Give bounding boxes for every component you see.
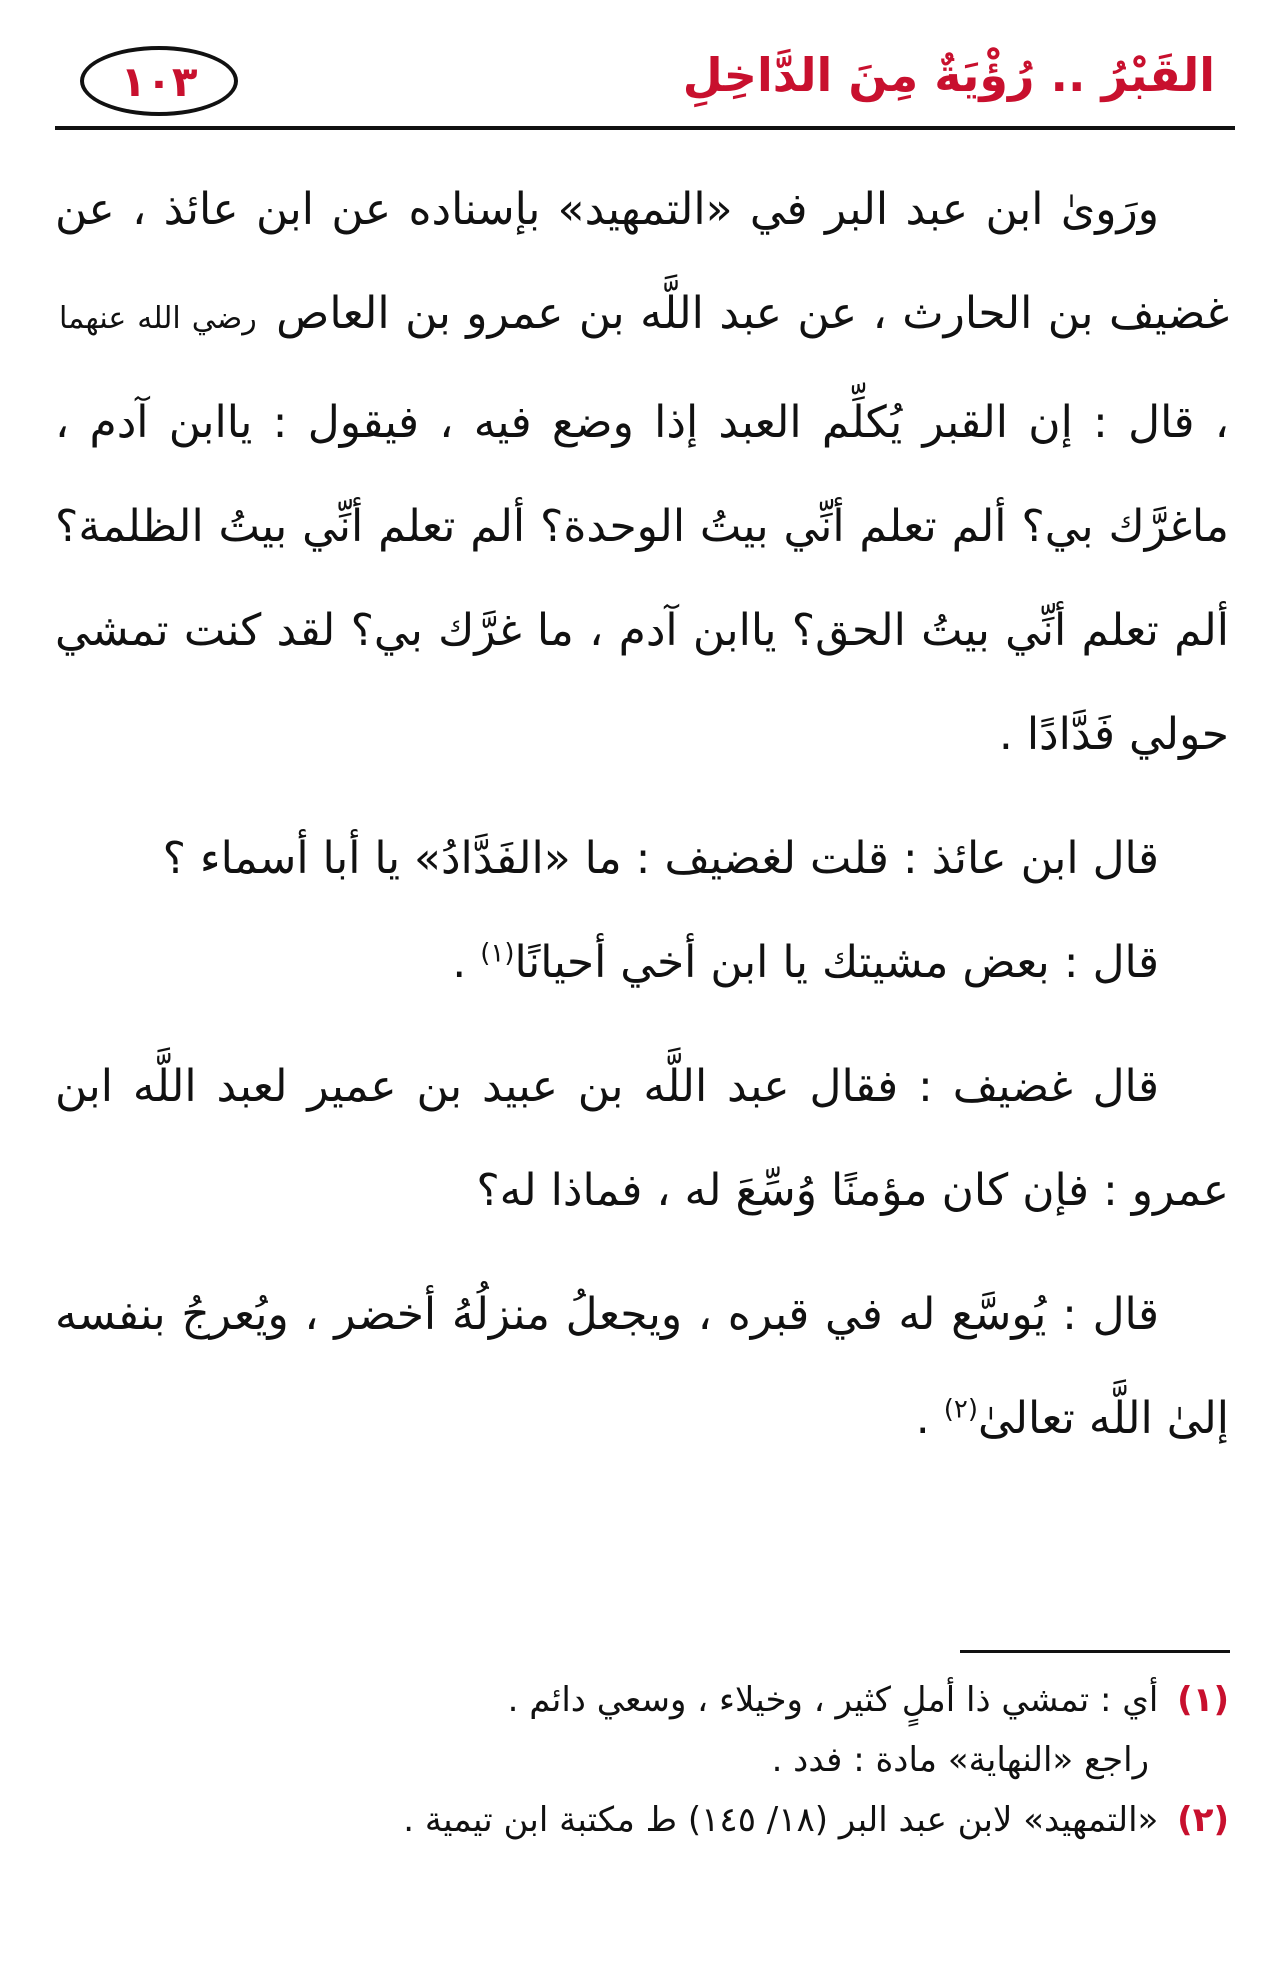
footnote-1-number: (١) <box>1177 1680 1229 1720</box>
footnote-1 <box>55 1670 1229 1730</box>
footnote-ref-2[interactable]: (٢) <box>943 1394 978 1425</box>
paragraph-1 <box>55 158 1229 787</box>
paragraph-3-end: . <box>452 937 481 988</box>
footnote-ref-1[interactable]: (١) <box>480 938 515 969</box>
paragraph-1-text: ورَوىٰ ابن عبد البر في «التمهيد» بإسناده عن ابن عائذ ، عن غضيف بن الحارث ، عن عبد اللَّه بن عمرو بن العاص <box>55 184 1229 339</box>
footnote-2 <box>55 1790 1229 1850</box>
footnote-divider <box>960 1650 1230 1653</box>
paragraph-5 <box>55 1263 1229 1471</box>
footnotes <box>55 1670 1229 1850</box>
footnote-1-continuation: راجع «النهاية» مادة : فدد . <box>771 1740 1149 1780</box>
paragraph-2-text: قال ابن عائذ : قلت لغضيف : ما «الفَدَّادُ» يا أبا أسماء ؟ <box>162 833 1159 884</box>
main-text <box>55 158 1229 1471</box>
footnote-1-text: أي : تمشي ذا أملٍ كثير ، وخيلاء ، وسعي دائم . <box>507 1680 1159 1720</box>
paragraph-4 <box>55 1035 1229 1243</box>
paragraph-2 <box>55 807 1229 911</box>
paragraph-5-text: قال : يُوسَّع له في قبره ، ويجعلُ منزلُهُ أخضر ، ويُعرجُ بنفسه إلىٰ اللَّه تعالىٰ <box>55 1289 1229 1444</box>
footnote-2-number: (٢) <box>1177 1800 1229 1840</box>
paragraph-3 <box>55 911 1229 1015</box>
paragraph-4-text: قال غضيف : فقال عبد اللَّه بن عبيد بن عمير لعبد اللَّه ابن عمرو : فإن كان مؤمنًا وُسِّعَ له ، فماذا له؟ <box>55 1061 1229 1216</box>
paragraph-3-text: قال : بعض مشيتك يا ابن أخي أحيانًا <box>514 937 1159 988</box>
paragraph-5-end: . <box>915 1393 944 1444</box>
page-header <box>55 38 1235 130</box>
page-number: ١٠٣ <box>80 46 238 116</box>
paragraph-1-continuation: ، قال : إن القبر يُكلِّم العبد إذا وضع فيه ، فيقول : ياابن آدم ، ماغرَّك بي؟ ألم تعلم أنِّي بيتُ الوحدة؟ ألم تعلم أنِّي بيتُ الظلمة؟ ألم تعلم أنِّي بيتُ الحق؟ ياابن آدم ، ما غرَّك بي؟ لقد كنت تمشي حولي فَدَّادًا . <box>55 397 1229 760</box>
running-title: القَبْرُ .. رُؤْيَةٌ مِنَ الدَّاخِلِ <box>682 48 1215 102</box>
honorific-glyph: رضي الله عنهما <box>59 301 257 336</box>
footnote-2-text: «التمهيد» لابن عبد البر (١٨/ ١٤٥) ط مكتبة ابن تيمية . <box>403 1800 1159 1840</box>
